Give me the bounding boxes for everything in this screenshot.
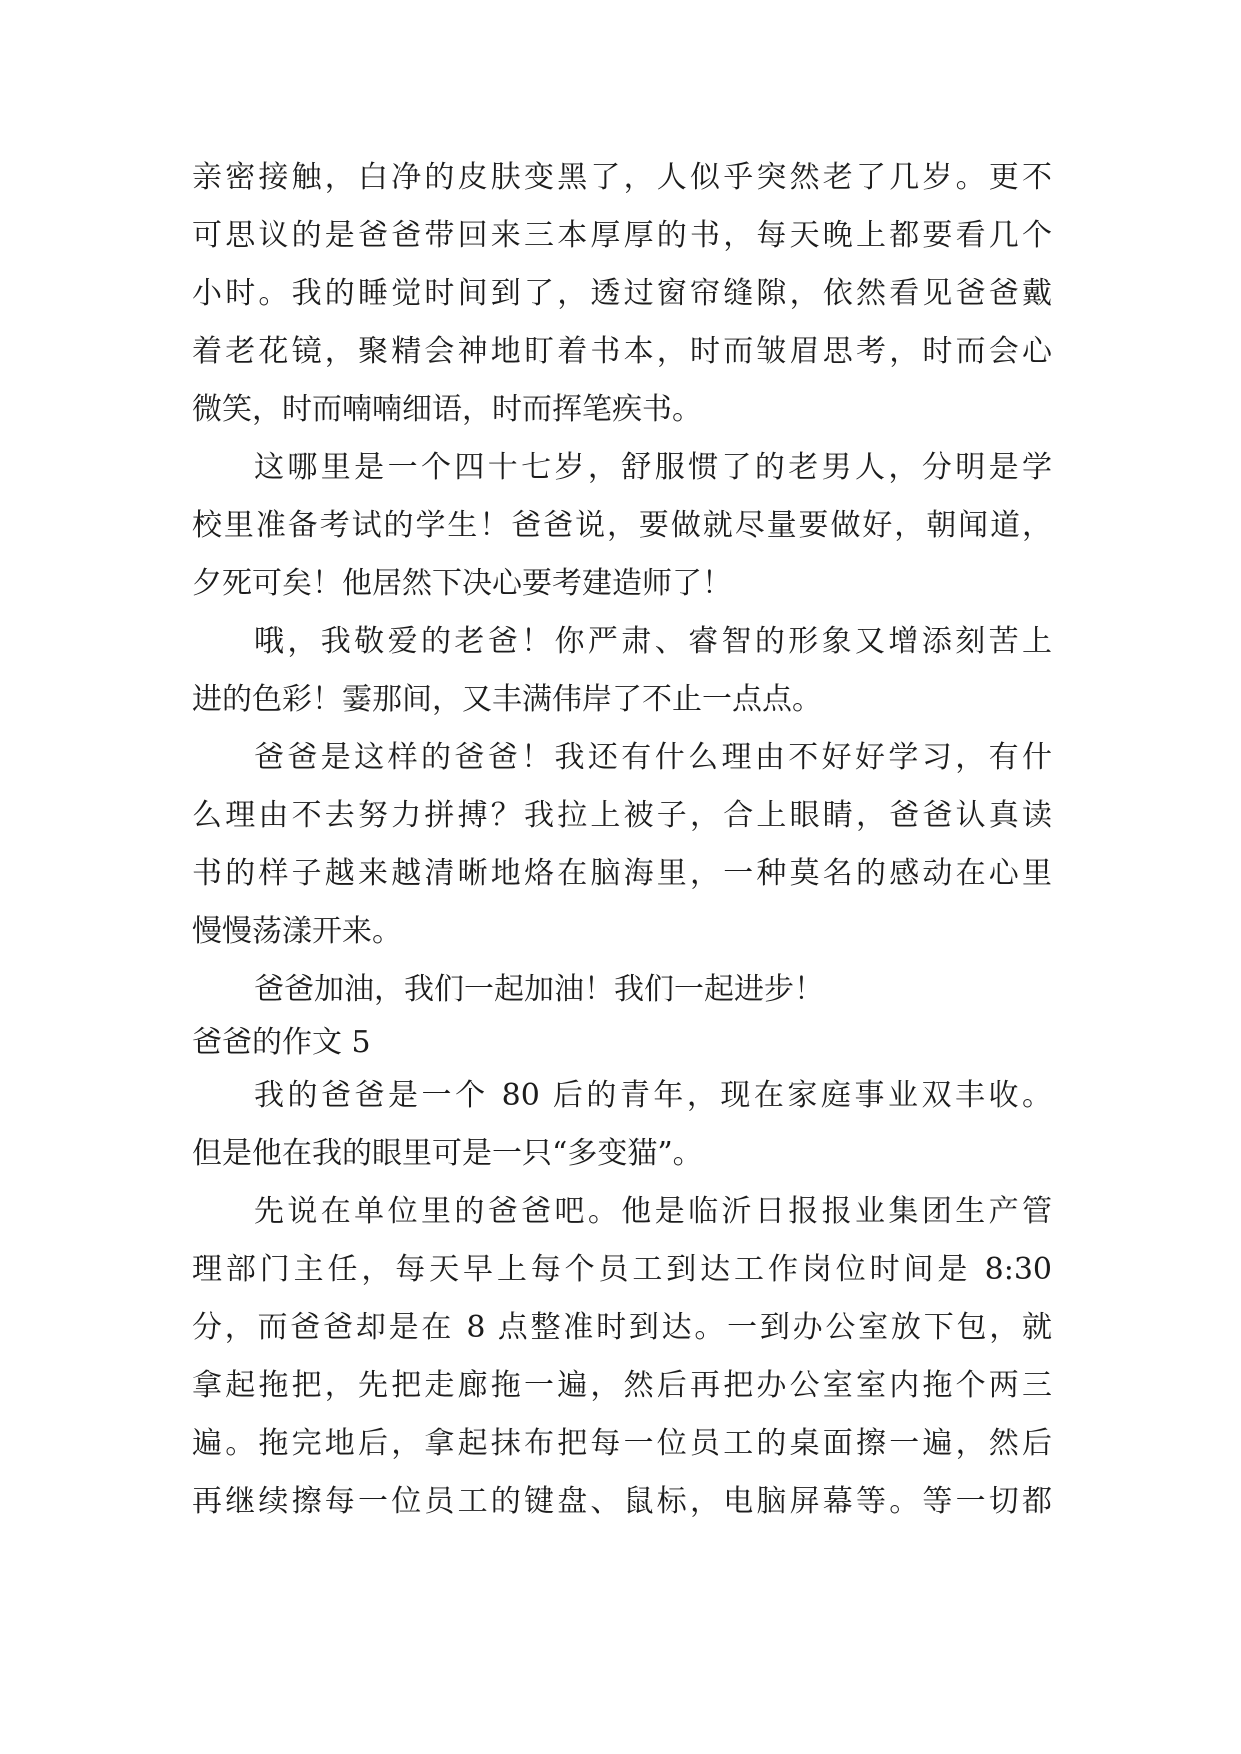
- text-line: 书的样子越来越清晰地烙在脑海里，一种莫名的感动在心里: [192, 856, 1052, 891]
- text-line: 先说在单位里的爸爸吧。他是临沂日报报业集团生产管: [254, 1194, 1052, 1229]
- text-line: 亲密接触，白净的皮肤变黑了，人似乎突然老了几岁。更不: [192, 160, 1052, 195]
- document-body: [192, 149, 1052, 1531]
- text-line: 理部门主任，每天早上每个员工到达工作岗位时间是 8:30: [192, 1252, 1052, 1287]
- text-line: 校里准备考试的学生！爸爸说，要做就尽量要做好，朝闻道，: [192, 508, 1052, 543]
- text-line: 爸爸是这样的爸爸！我还有什么理由不好好学习，有什: [254, 740, 1052, 775]
- text-line: 小时。我的睡觉时间到了，透过窗帘缝隙，依然看见爸爸戴: [192, 276, 1052, 311]
- text-line: 我的爸爸是一个 80 后的青年，现在家庭事业双丰收。: [254, 1078, 1052, 1113]
- text-line: 爸爸加油，我们一起加油！我们一起进步！: [254, 972, 824, 1007]
- text-line: 分，而爸爸却是在 8 点整准时到达。一到办公室放下包，就: [192, 1310, 1052, 1345]
- text-line: 遍。拖完地后，拿起抹布把每一位员工的桌面擦一遍，然后: [192, 1426, 1052, 1461]
- text-line: 再继续擦每一位员工的键盘、鼠标，电脑屏幕等。等一切都: [192, 1484, 1052, 1519]
- text-line: 着老花镜，聚精会神地盯着书本，时而皱眉思考，时而会心: [192, 334, 1052, 369]
- text-line: 这哪里是一个四十七岁，舒服惯了的老男人，分明是学: [254, 450, 1052, 485]
- text-line: 可思议的是爸爸带回来三本厚厚的书，每天晚上都要看几个: [192, 218, 1052, 253]
- text-line: 进的色彩！霎那间，又丰满伟岸了不止一点点。: [192, 682, 822, 717]
- text-line: 微笑，时而喃喃细语，时而挥笔疾书。: [192, 392, 702, 427]
- text-line: 拿起拖把，先把走廊拖一遍，然后再把办公室室内拖个两三: [192, 1368, 1052, 1403]
- text-line: 哦，我敬爱的老爸！你严肃、睿智的形象又增添刻苦上: [254, 624, 1052, 659]
- text-line: 慢慢荡漾开来。: [192, 914, 402, 949]
- text-line: 但是他在我的眼里可是一只“多变猫”。: [192, 1136, 703, 1171]
- text-line: 么理由不去努力拼搏？我拉上被子，合上眼睛，爸爸认真读: [192, 798, 1052, 833]
- section-heading: 爸爸的作文 5: [192, 1025, 371, 1060]
- text-line: 夕死可矣！他居然下决心要考建造师了！: [192, 566, 732, 601]
